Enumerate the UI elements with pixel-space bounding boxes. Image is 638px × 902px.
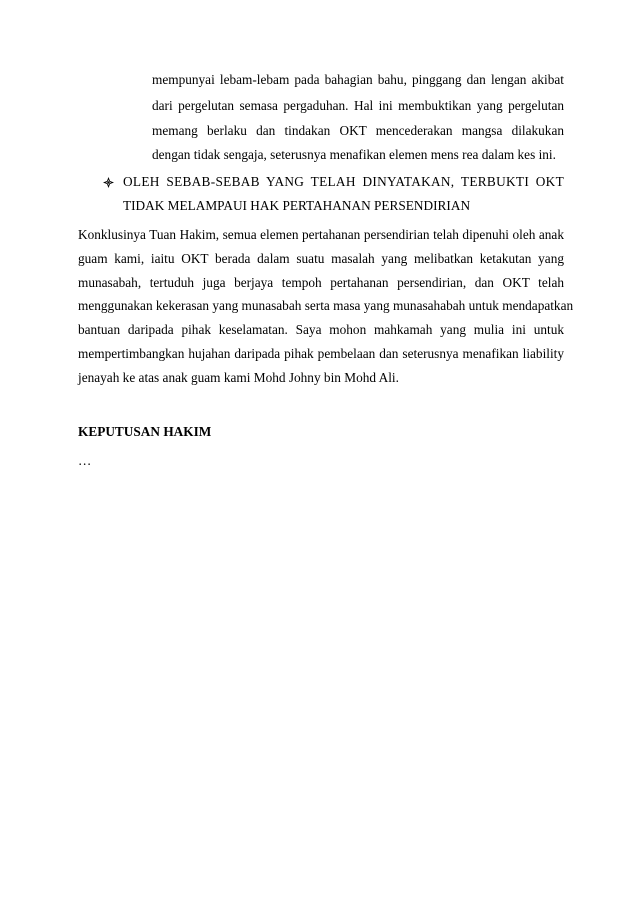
section-heading: KEPUTUSAN HAKIM bbox=[78, 424, 212, 439]
paragraph-line: bantuan daripada pihak keselamatan. Saya mohon mahkamah yang mulia ini untuk bbox=[78, 322, 564, 337]
paragraph-line: menggunakan kekerasan yang munasabah serta masa yang munasahabah untuk mendapatkan bbox=[78, 298, 574, 313]
paragraph-line: munasabah, tertuduh juga berjaya tempoh pertahanan persendirian, dan OKT telah bbox=[78, 275, 564, 290]
paragraph-line: dengan tidak sengaja, seterusnya menafikan elemen mens rea dalam kes ini. bbox=[152, 147, 556, 162]
paragraph-line: Konklusinya Tuan Hakim, semua elemen pertahanan persendirian telah dipenuhi oleh anak bbox=[78, 227, 564, 242]
paragraph-line: memang berlaku dan tindakan OKT mencederakan mangsa dilakukan bbox=[152, 123, 564, 138]
diamond-bullet-icon bbox=[103, 177, 114, 188]
bullet-text-line: OLEH SEBAB-SEBAB YANG TELAH DINYATAKAN, TERBUKTI OKT bbox=[123, 174, 564, 189]
paragraph-line: jenayah ke atas anak guam kami Mohd Johny bin Mohd Ali. bbox=[78, 370, 399, 385]
paragraph-line: mempunyai lebam-lebam pada bahagian bahu, pinggang dan lengan akibat bbox=[152, 72, 564, 87]
paragraph-line: dari pergelutan semasa pergaduhan. Hal ini membuktikan yang pergelutan bbox=[152, 98, 564, 113]
ellipsis-text: … bbox=[78, 453, 92, 468]
bullet-text-line: TIDAK MELAMPAUI HAK PERTAHANAN PERSENDIRIAN bbox=[123, 198, 471, 213]
paragraph-line: mempertimbangkan hujahan daripada pihak pembelaan dan seterusnya menafikan liability bbox=[78, 346, 564, 361]
paragraph-line: guam kami, iaitu OKT berada dalam suatu masalah yang melibatkan ketakutan yang bbox=[78, 251, 564, 266]
